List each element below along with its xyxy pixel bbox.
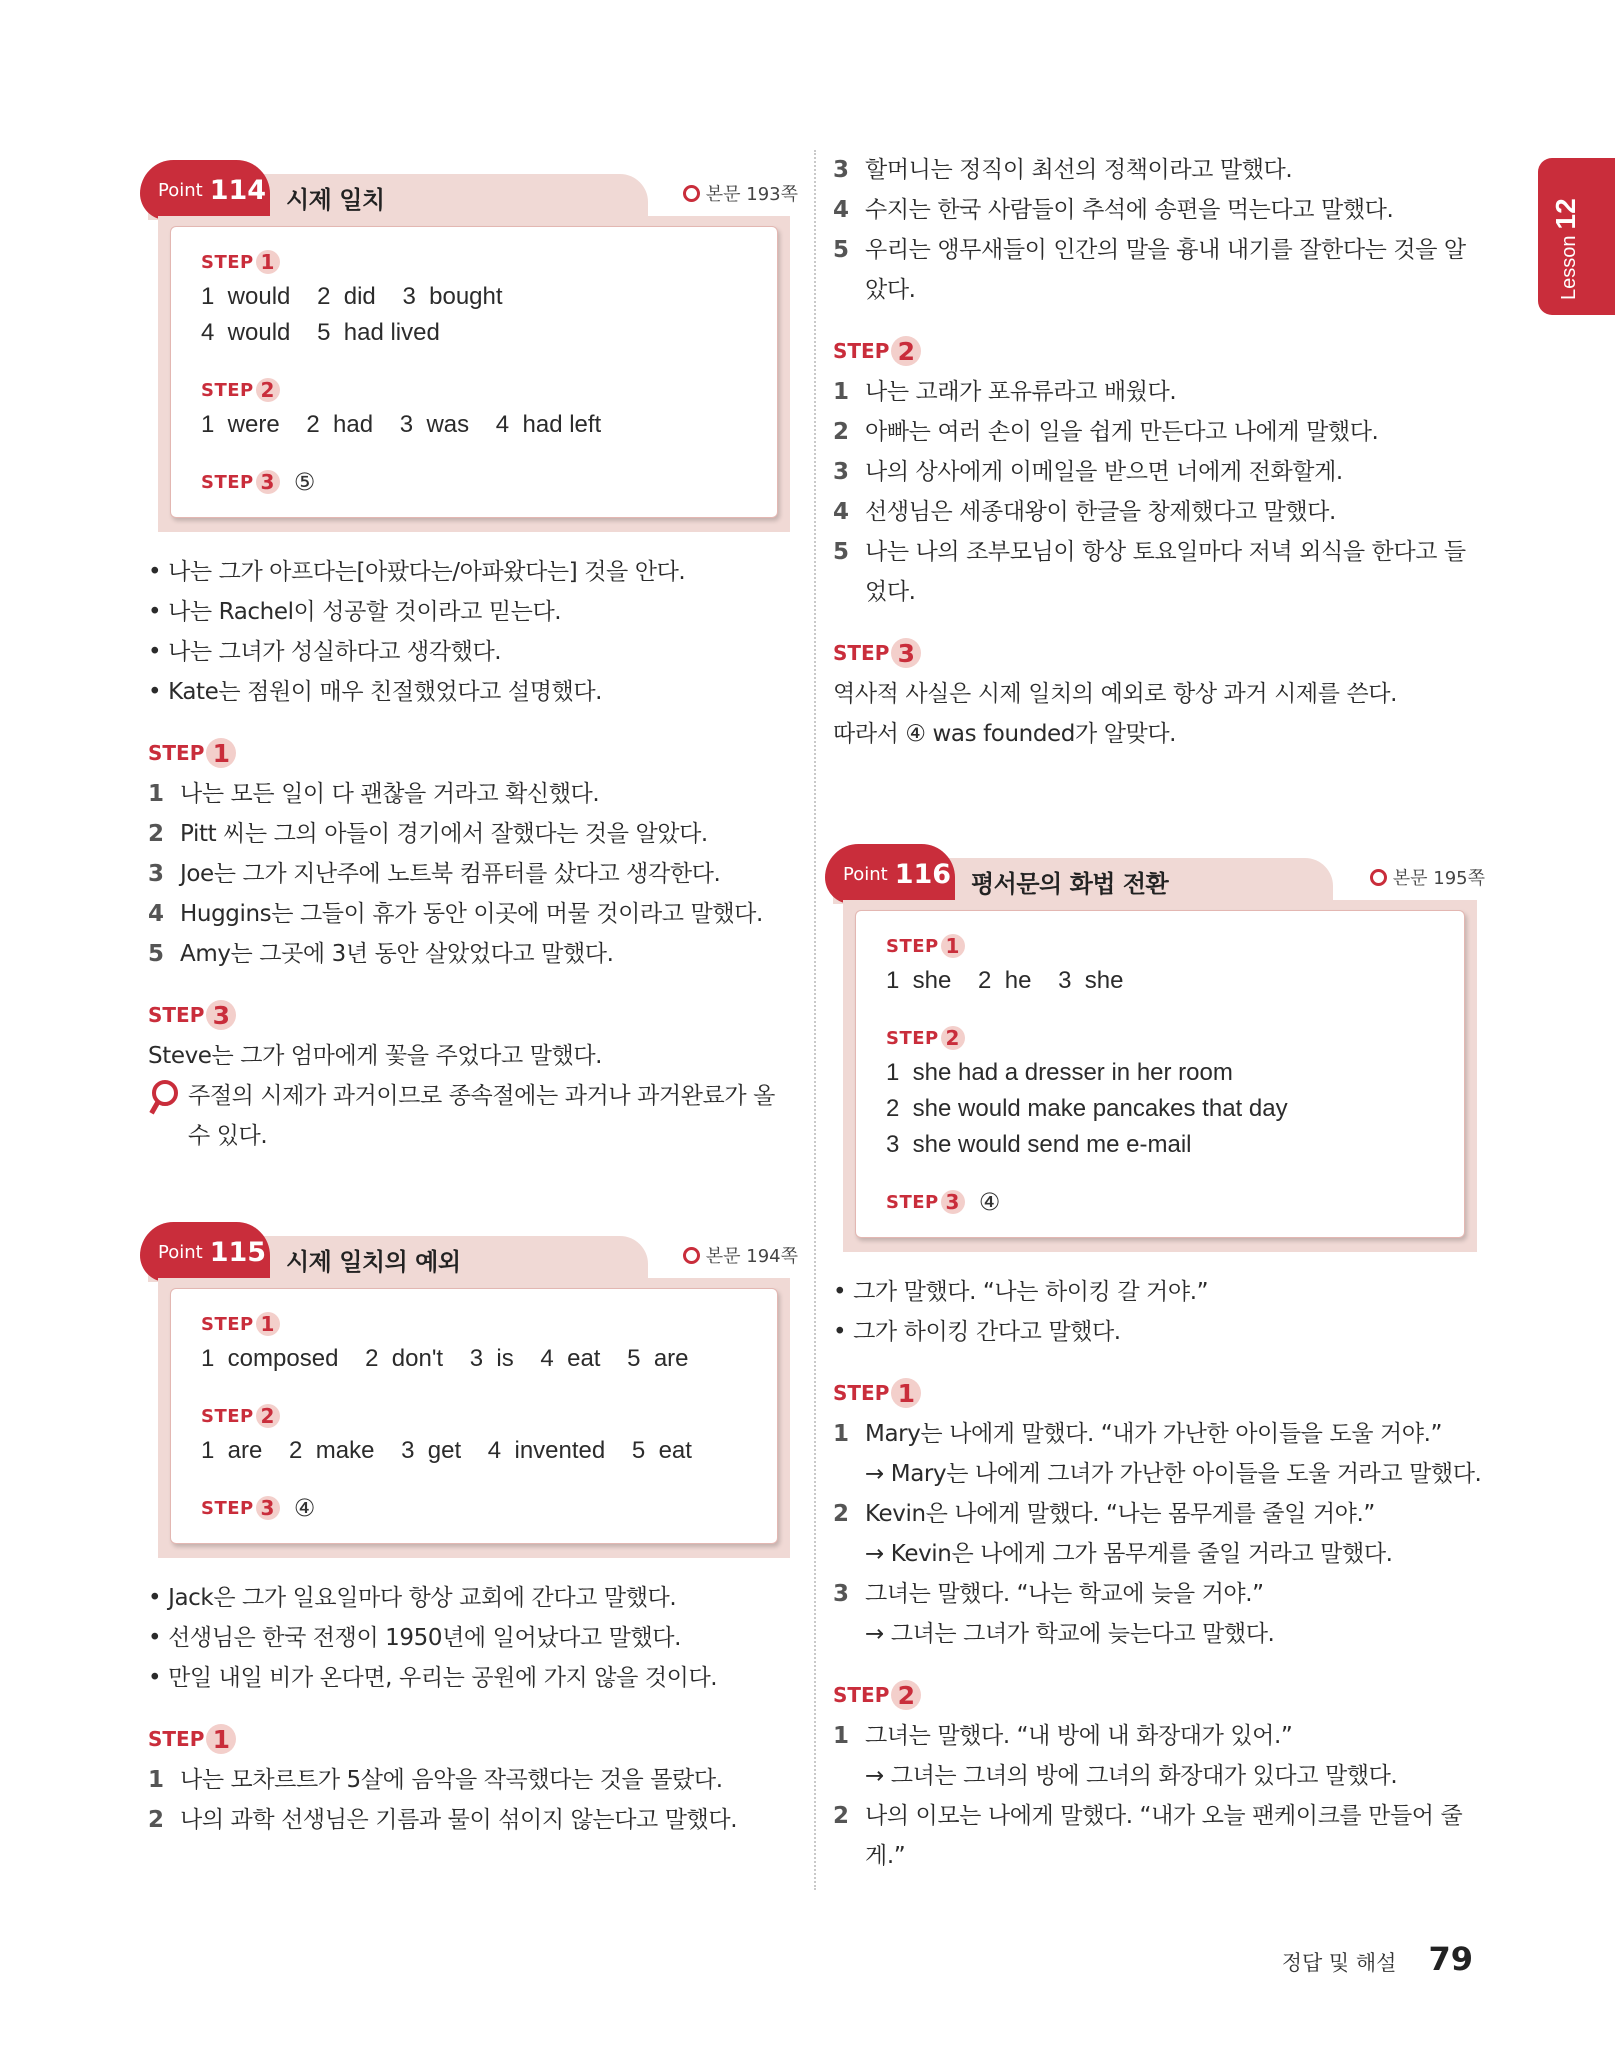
list-item: 1 나는 모든 일이 다 괜찮을 거라고 확신했다. [148,781,600,807]
magnifier-icon [148,1080,178,1114]
list-item: 4 선생님은 세종대왕이 한글을 창제했다고 말했다. [833,499,1336,525]
list-item: 4 수지는 한국 사람들이 추석에 송편을 먹는다고 말했다. [833,197,1394,223]
converted-sentence: → Kevin은 나에게 그가 몸무게를 줄일 거라고 말했다. [865,1541,1393,1567]
list-item: 4 Huggins는 그들이 휴가 동안 이곳에 머물 것이라고 말했다. [148,901,763,927]
list-item: 1 나는 모차르트가 5살에 음악을 작곡했다는 것을 몰랐다. [148,1767,723,1793]
list-item: 5 우리는 앵무새들이 인간의 말을 흉내 내기를 잘한다는 것을 알았다. [833,237,1466,303]
list-item: 1 그녀는 말했다. “내 방에 내 화장대가 있어.” [833,1723,1293,1749]
bullet-list-114: • 나는 그가 아프다는[아팠다는/아파왔다는] 것을 안다. • 나는 Rachel이 성공할 것이라고 믿는다. • 나는 그녀가 성실하다고 생각했다. • Kate는 점원이 매우 친절했었다고 설명했다. [148,559,686,705]
footer-label: 정답 및 해설 [1281,1951,1397,1975]
step-2-heading: STEP 2 [833,1676,1485,1714]
answer-line: 2 she would make pancakes that day [886,1095,1288,1122]
column-divider [814,150,816,1890]
point-114-header [148,150,798,222]
circle-icon [683,185,700,202]
list-item: 3 그녀는 말했다. “나는 학교에 늦을 거야.” [833,1581,1264,1607]
point-badge: Point 114 [140,160,270,220]
step-3-text: 역사적 사실은 시제 일치의 예외로 항상 과거 시제를 쓴다. [833,681,1398,707]
converted-sentence: → 그녀는 그녀의 방에 그녀의 화장대가 있다고 말했다. [865,1763,1398,1789]
page-reference: 본문 193쪽 [683,180,798,206]
converted-sentence: → Mary는 나에게 그녀가 가난한 아이들을 도울 거라고 말했다. [865,1461,1482,1487]
list-item: 3 Joe는 그가 지난주에 노트북 컴퓨터를 샀다고 생각한다. [148,861,721,887]
step-1-heading: STEP 1 [148,734,798,772]
list-item: 1 Mary는 나에게 말했다. “내가 가난한 아이들을 도울 거야.” [833,1421,1442,1447]
step-3-text: Steve는 그가 엄마에게 꽃을 주었다고 말했다. [148,1043,603,1069]
list-item: 2 나의 과학 선생님은 기름과 물이 섞이지 않는다고 말했다. [148,1807,738,1833]
converted-sentence: → 그녀는 그녀가 학교에 늦는다고 말했다. [865,1621,1275,1647]
answer-line: 1 she had a dresser in her room [886,1059,1233,1086]
answer-line: 1 she 2 he 3 she [886,967,1124,994]
tip-note: 주절의 시제가 과거이므로 종속절에는 과거나 과거완료가 올 수 있다. [148,1076,798,1156]
answer-box-114: STEP 1 1 would 2 did 3 bought 4 would 5 had lived STEP 2 1 were 2 had 3 was 4 had left STEP 3 ⑤ [158,216,790,532]
answer-line: 3 she would send me e-mail [886,1131,1192,1158]
bullet-list-115: • Jack은 그가 일요일마다 항상 교회에 간다고 말했다. • 선생님은 한국 전쟁이 1950년에 일어났다고 말했다. • 만일 내일 비가 온다면, 우리는 공원에 가지 않을 것이다. [148,1585,718,1691]
list-item: 2 Pitt 씨는 그의 아들이 경기에서 잘했다는 것을 알았다. [148,821,708,847]
step-3-text: 따라서 ④ was founded가 알맞다. [833,721,1177,747]
list-item: 3 할머니는 정직이 최선의 정책이라고 말했다. [833,157,1293,183]
point-title: 시제 일치 [286,186,385,214]
page-reference: 본문 194쪽 [683,1242,798,1268]
point-115-header [148,1212,798,1284]
circle-icon [683,1247,700,1264]
point-badge: Point 115 [140,1222,270,1282]
list-item: 3 나의 상사에게 이메일을 받으면 너에게 전화할게. [833,459,1343,485]
answer-line: 1 composed 2 don't 3 is 4 eat 5 are [201,1345,689,1372]
circle-icon [1370,869,1387,886]
step-2-heading: STEP 2 [833,332,1485,370]
list-item: 1 나는 고래가 포유류라고 배웠다. [833,379,1177,405]
step-1-heading: STEP 1 [833,1374,1485,1412]
list-item: 2 나의 이모는 나에게 말했다. “내가 오늘 팬케이크를 만들어 줄게.” [833,1803,1463,1869]
list-item: 2 Kevin은 나에게 말했다. “나는 몸무게를 줄일 거야.” [833,1501,1375,1527]
right-column [833,150,1485,1876]
list-item: 2 아빠는 여러 손이 일을 쉽게 만든다고 나에게 말했다. [833,419,1379,445]
step-1-heading: STEP 1 [148,1720,798,1758]
answer-box-115: STEP 1 1 composed 2 don't 3 is 4 eat 5 are STEP 2 1 are 2 make 3 get 4 invented 5 eat STEP 3 ④ [158,1278,790,1558]
list-item: 5 나는 나의 조부모님이 항상 토요일마다 저녁 외식을 한다고 들었다. [833,539,1466,605]
page-reference: 본문 195쪽 [1370,864,1485,890]
page-footer [1282,1940,1473,1978]
bullet-list-116: • 그가 말했다. “나는 하이킹 갈 거야.” • 그가 하이킹 간다고 말했다. [833,1279,1209,1345]
point-title: 평서문의 화법 전환 [971,870,1169,898]
point-badge: Point 116 [825,844,955,904]
point-116-header [833,834,1485,906]
lesson-tab-label: Lesson12 [1550,198,1581,300]
answer-line: 1 were 2 had 3 was 4 had left [201,411,602,438]
left-column [148,150,798,1840]
answer-line: 1 would 2 did 3 bought [201,283,503,310]
answer-box-116: STEP 1 1 she 2 he 3 she STEP 2 1 she had a dresser in her room 2 she would make pancakes that day 3 she would send me e-mail STEP 3 ④ [843,900,1477,1252]
page-number: 79 [1428,1940,1473,1978]
answer-line: 1 are 2 make 3 get 4 invented 5 eat [201,1437,692,1464]
list-item: 5 Amy는 그곳에 3년 동안 살았었다고 말했다. [148,941,614,967]
answer-line: 4 would 5 had lived [201,319,440,346]
point-title: 시제 일치의 예외 [286,1248,461,1276]
step-3-heading: STEP 3 [833,634,1485,672]
step-3-heading: STEP 3 [148,996,798,1034]
